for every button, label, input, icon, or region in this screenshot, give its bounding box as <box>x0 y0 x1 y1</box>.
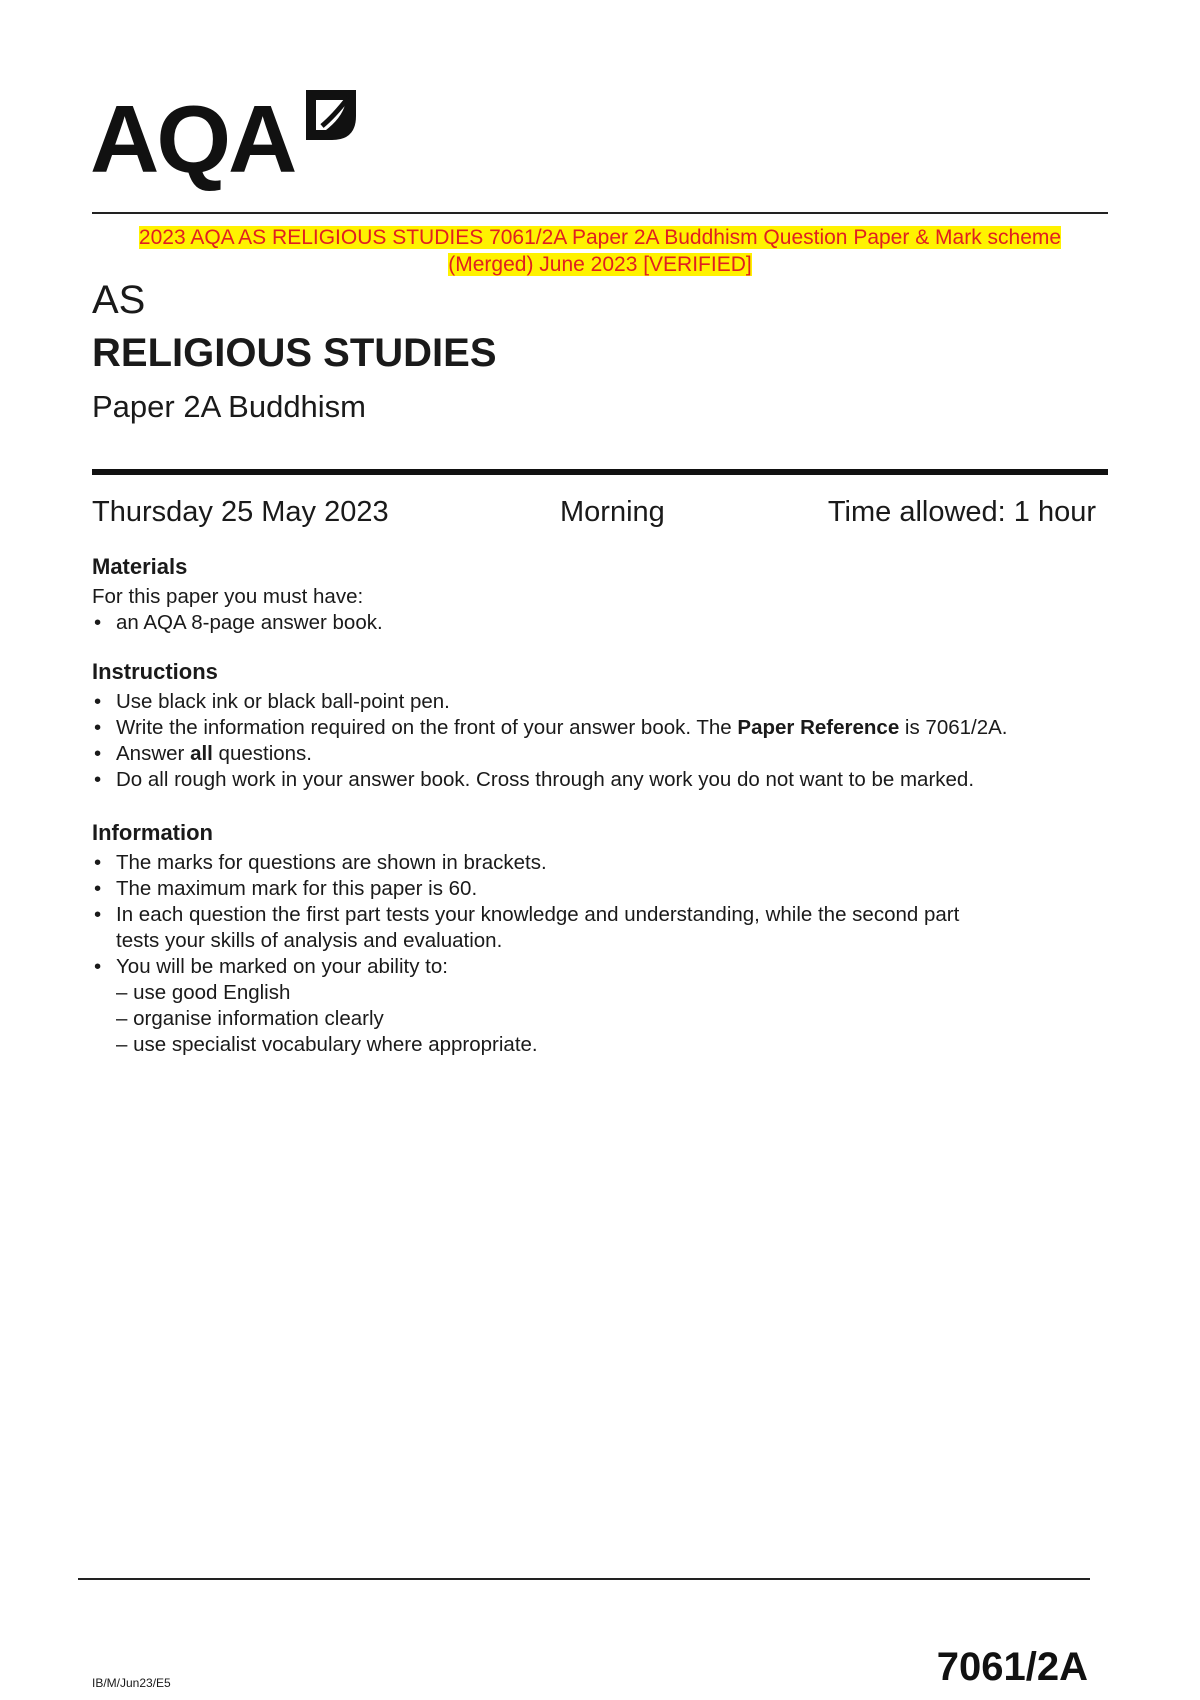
footer-divider <box>78 1578 1090 1580</box>
instructions-section <box>92 658 1108 793</box>
list-item-line: • In each question the first part tests your knowledge and understanding, while the second part <box>116 903 960 926</box>
list-item-line: tests your skills of analysis and evaluation. <box>116 929 503 952</box>
aqa-logo-text: AQA <box>90 86 295 193</box>
materials-intro: For this paper you must have: <box>92 585 364 608</box>
list-item: • Do all rough work in your answer book. Cross through any work you do not want to be marked. <box>92 767 1108 793</box>
list-item: • The marks for questions are shown in brackets. <box>92 850 1108 876</box>
sub-item: – use good English <box>116 981 291 1004</box>
banner-line-1: 2023 AQA AS RELIGIOUS STUDIES 7061/2A Paper 2A Buddhism Question Paper & Mark scheme <box>138 226 1062 249</box>
exam-session: Morning <box>560 496 665 528</box>
top-divider <box>92 212 1108 214</box>
materials-heading: Materials <box>92 554 188 579</box>
instructions-heading: Instructions <box>92 659 218 684</box>
instructions-list <box>92 689 1108 793</box>
list-item: • Write the information required on the front of your answer book. The Paper Reference is 7061/2A. <box>92 715 1108 741</box>
document-banner <box>92 224 1108 278</box>
emphasis-all: all <box>190 742 213 765</box>
sub-item: – use specialist vocabulary where appropriate. <box>116 1033 538 1056</box>
paper-title: Paper 2A Buddhism <box>92 389 367 424</box>
list-item: • The maximum mark for this paper is 60. <box>92 876 1108 902</box>
information-list <box>92 850 1108 1058</box>
exam-details-row <box>92 494 1096 534</box>
footer-reference: IB/M/Jun23/E5 <box>92 1676 171 1690</box>
aqa-logo-mark-icon <box>302 86 360 153</box>
materials-section <box>92 553 1108 636</box>
qualification-level: AS <box>92 278 146 322</box>
list-item <box>92 902 1108 954</box>
list-item <box>92 954 1108 1058</box>
title-divider <box>92 469 1108 475</box>
banner-line-2: (Merged) June 2023 [VERIFIED] <box>448 253 752 276</box>
list-item-line: • You will be marked on your ability to: <box>116 955 448 978</box>
list-item: • Use black ink or black ball-point pen. <box>92 689 1108 715</box>
sub-item: – organise information clearly <box>116 1007 384 1030</box>
footer-paper-code: 7061/2A <box>936 1645 1088 1689</box>
materials-list <box>92 610 1108 636</box>
paper-reference-label: Paper Reference <box>737 716 900 739</box>
exam-date: Thursday 25 May 2023 <box>92 496 389 528</box>
list-item: • Answer all questions. <box>92 741 1108 767</box>
subject-title: RELIGIOUS STUDIES <box>92 331 497 375</box>
time-allowed: Time allowed: 1 hour <box>827 496 1096 528</box>
information-section <box>92 819 1108 1058</box>
list-item: • an AQA 8-page answer book. <box>92 610 1108 636</box>
aqa-logo <box>90 82 360 193</box>
information-heading: Information <box>92 820 213 845</box>
